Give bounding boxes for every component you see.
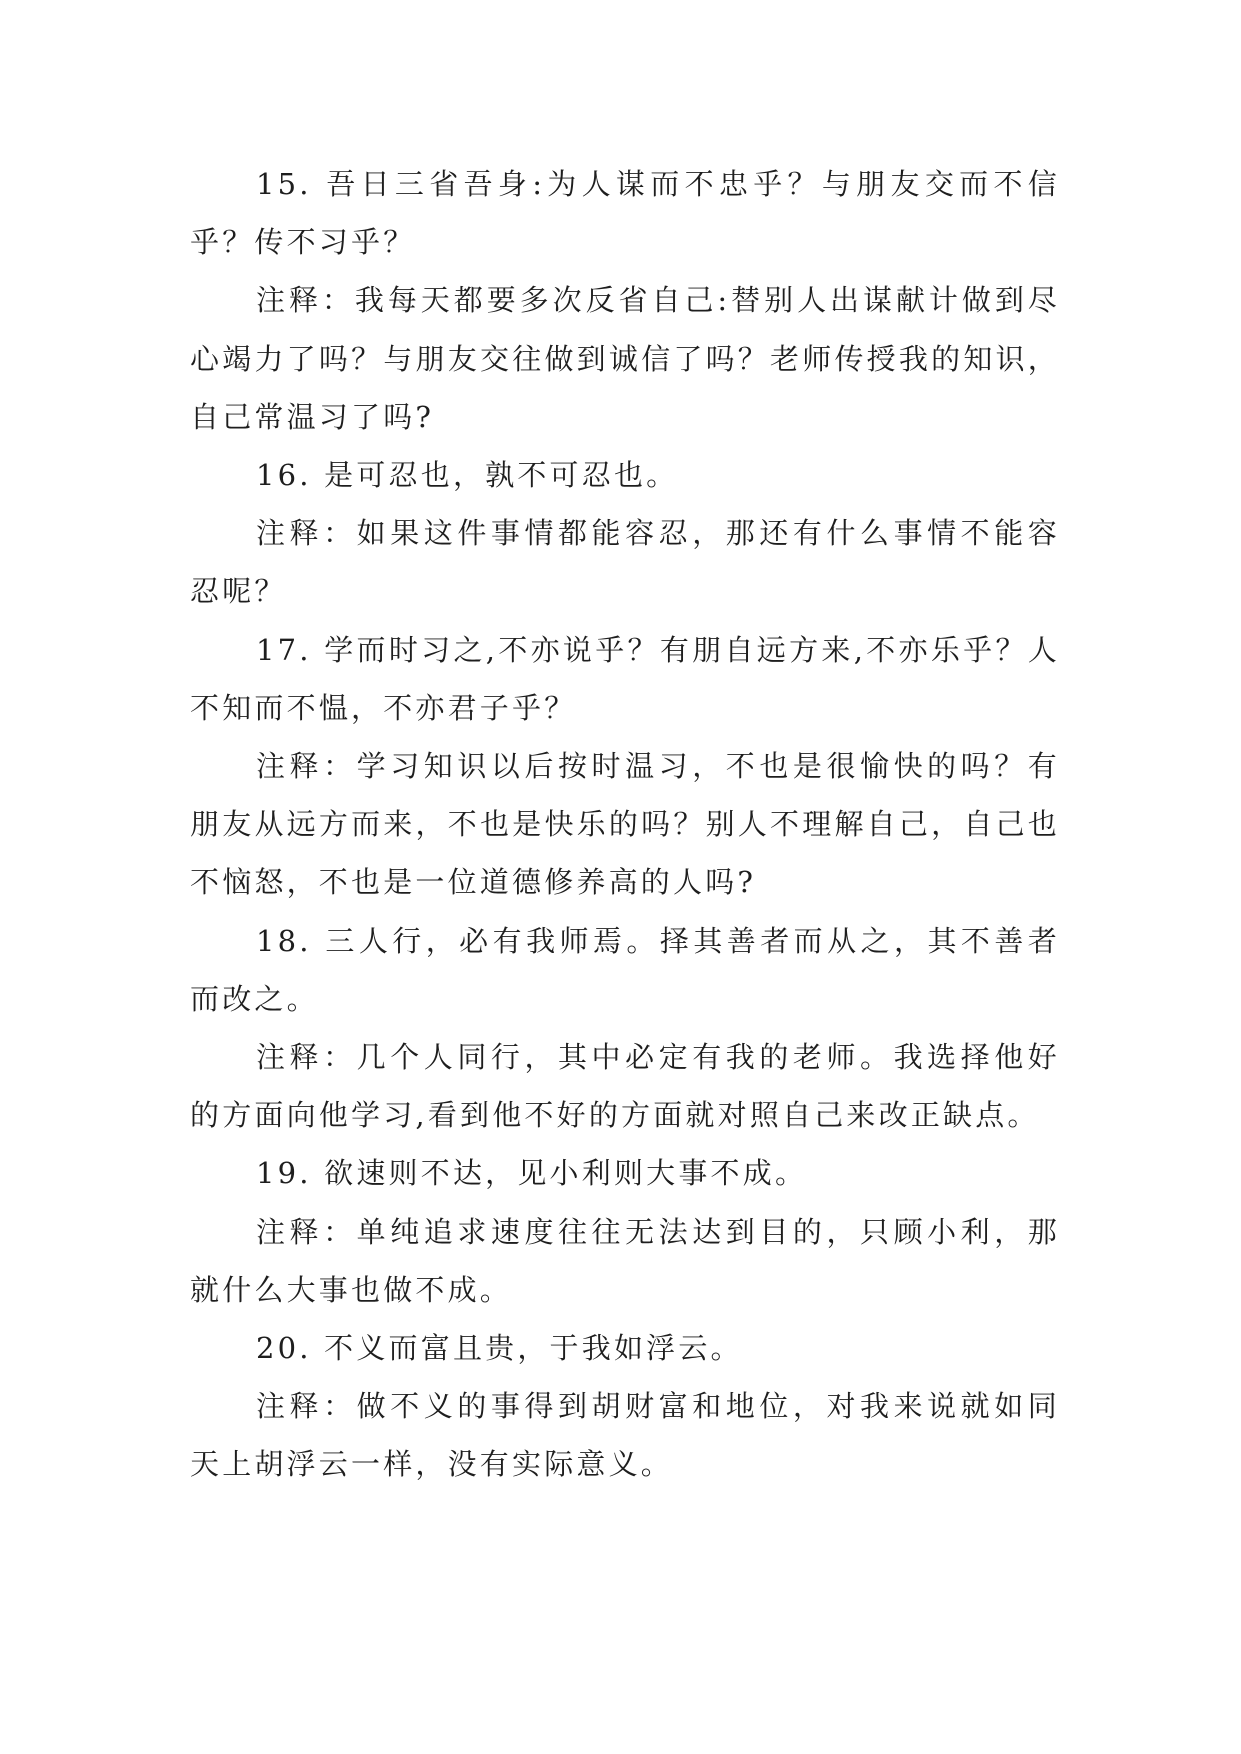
- annotation-19: 注释：单纯追求速度往往无法达到目的，只顾小利，那就什么大事也做不成。: [190, 1214, 1060, 1307]
- quote-20: 20. 不义而富且贵，于我如浮云。: [256, 1331, 743, 1366]
- quote-19: 19. 欲速则不达，见小利则大事不成。: [256, 1156, 808, 1191]
- quote-16: 16. 是可忍也，孰不可忍也。: [256, 458, 679, 493]
- quote-15: 15. 吾日三省吾身:为人谋而不忠乎？与朋友交而不信乎？传不习乎？: [190, 167, 1060, 260]
- annotation-20: 注释：做不义的事得到胡财富和地位，对我来说就如同天上胡浮云一样，没有实际意义。: [190, 1389, 1060, 1482]
- document-body: [190, 155, 1060, 1494]
- annotation-18: 注释：几个人同行，其中必定有我的老师。我选择他好的方面向他学习,看到他不好的方面就对照自己来改正缺点。: [190, 1040, 1060, 1133]
- annotation-16: 注释：如果这件事情都能容忍，那还有什么事情不能容忍呢？: [190, 516, 1060, 609]
- quote-17: 17. 学而时习之,不亦说乎？有朋自远方来,不亦乐乎？人不知而不愠，不亦君子乎？: [190, 632, 1060, 725]
- annotation-17: 注释：学习知识以后按时温习，不也是很愉快的吗？有朋友从远方而来，不也是快乐的吗？别人不理解自己，自己也不恼怒，不也是一位道德修养高的人吗?: [190, 749, 1060, 900]
- annotation-15: 注释：我每天都要多次反省自己:替别人出谋献计做到尽心竭力了吗？与朋友交往做到诚信了吗？老师传授我的知识，自己常温习了吗?: [190, 283, 1060, 434]
- quote-18: 18. 三人行，必有我师焉。择其善者而从之，其不善者而改之。: [190, 923, 1060, 1016]
